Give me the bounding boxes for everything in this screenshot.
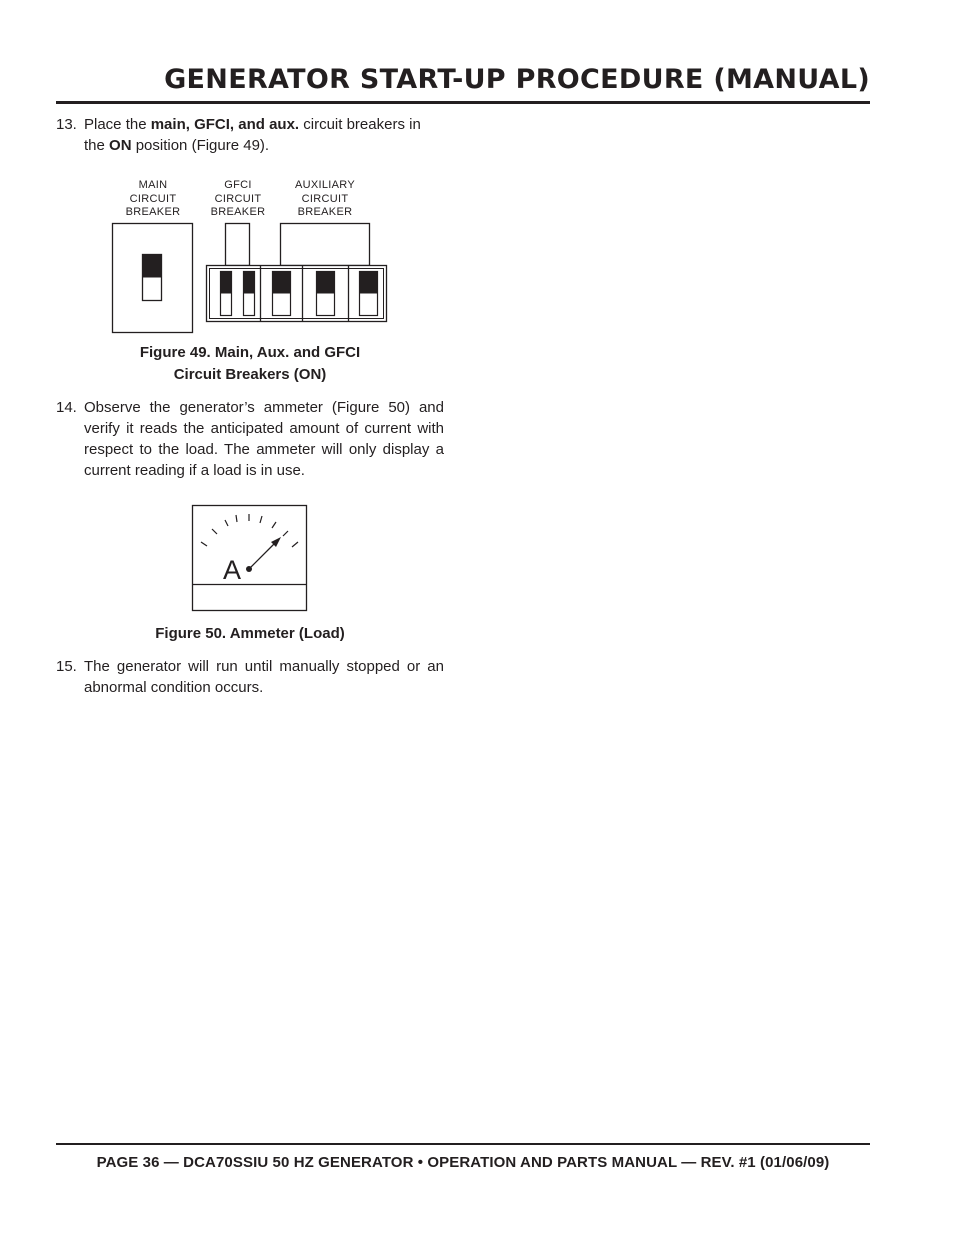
aux-breaker-label xyxy=(280,179,370,220)
circuit-breakers-diagram xyxy=(105,218,395,340)
step-text xyxy=(84,114,444,156)
main-breaker xyxy=(113,224,193,333)
step-text-bold: ON xyxy=(109,137,132,154)
step-15 xyxy=(56,656,444,698)
footer-rule xyxy=(56,1143,870,1145)
ammeter-symbol: A xyxy=(223,555,242,585)
gfci-breaker-label xyxy=(202,179,274,220)
label-line: CIRCUIT xyxy=(214,192,262,205)
step-14 xyxy=(56,397,444,481)
step-13 xyxy=(56,114,444,156)
figure-49-caption xyxy=(56,342,444,386)
step-text-bold: main, GFCI, and aux. xyxy=(150,116,300,133)
aux-switch xyxy=(317,272,335,316)
step-number: 15. xyxy=(56,658,77,675)
caption-line: Figure 49. Main, Aux. and GFCI xyxy=(139,344,361,361)
gfci-switch xyxy=(244,272,255,316)
page-title: GENERATOR START-UP PROCEDURE (MANUAL) xyxy=(164,64,870,95)
label-line: CIRCUIT xyxy=(129,192,177,205)
page-footer: PAGE 36 — DCA70SSIU 50 HZ GENERATOR • OPERATION AND PARTS MANUAL — REV. #1 (01/06/09) xyxy=(96,1154,830,1171)
step-text-part: circuit breakers in the xyxy=(84,116,421,154)
gfci-breaker-tab xyxy=(226,224,250,266)
step-text-part: Place the xyxy=(84,116,151,133)
figure-50-caption: Figure 50. Ammeter (Load) xyxy=(155,625,345,642)
step-text-part: position (Figure 49). xyxy=(131,137,270,154)
ammeter-diagram xyxy=(188,500,312,616)
label-line: MAIN xyxy=(138,179,168,191)
step-text: The generator will run until manually stopped or an abnormal condition occurs. xyxy=(84,658,444,696)
label-line: BREAKER xyxy=(210,206,266,218)
gfci-switch xyxy=(221,272,232,316)
aux-breaker-tab xyxy=(281,224,370,266)
header-rule xyxy=(56,101,870,104)
step-number: 14. xyxy=(56,399,77,416)
label-line: AUXILIARY xyxy=(295,179,355,191)
aux-switch xyxy=(273,272,291,316)
label-line: CIRCUIT xyxy=(301,192,349,205)
caption-line: Circuit Breakers (ON) xyxy=(173,366,327,383)
step-number: 13. xyxy=(56,116,77,133)
step-text: Observe the generator’s ammeter (Figure 50) and verify it reads the anticipated amount of current with respect to the load. The ammeter will only display a current reading if a load is in use. xyxy=(84,399,444,479)
aux-switch xyxy=(360,272,378,316)
main-breaker-label xyxy=(113,179,193,220)
label-line: BREAKER xyxy=(297,206,353,218)
label-line: BREAKER xyxy=(125,206,181,218)
label-line: GFCI xyxy=(224,179,252,191)
